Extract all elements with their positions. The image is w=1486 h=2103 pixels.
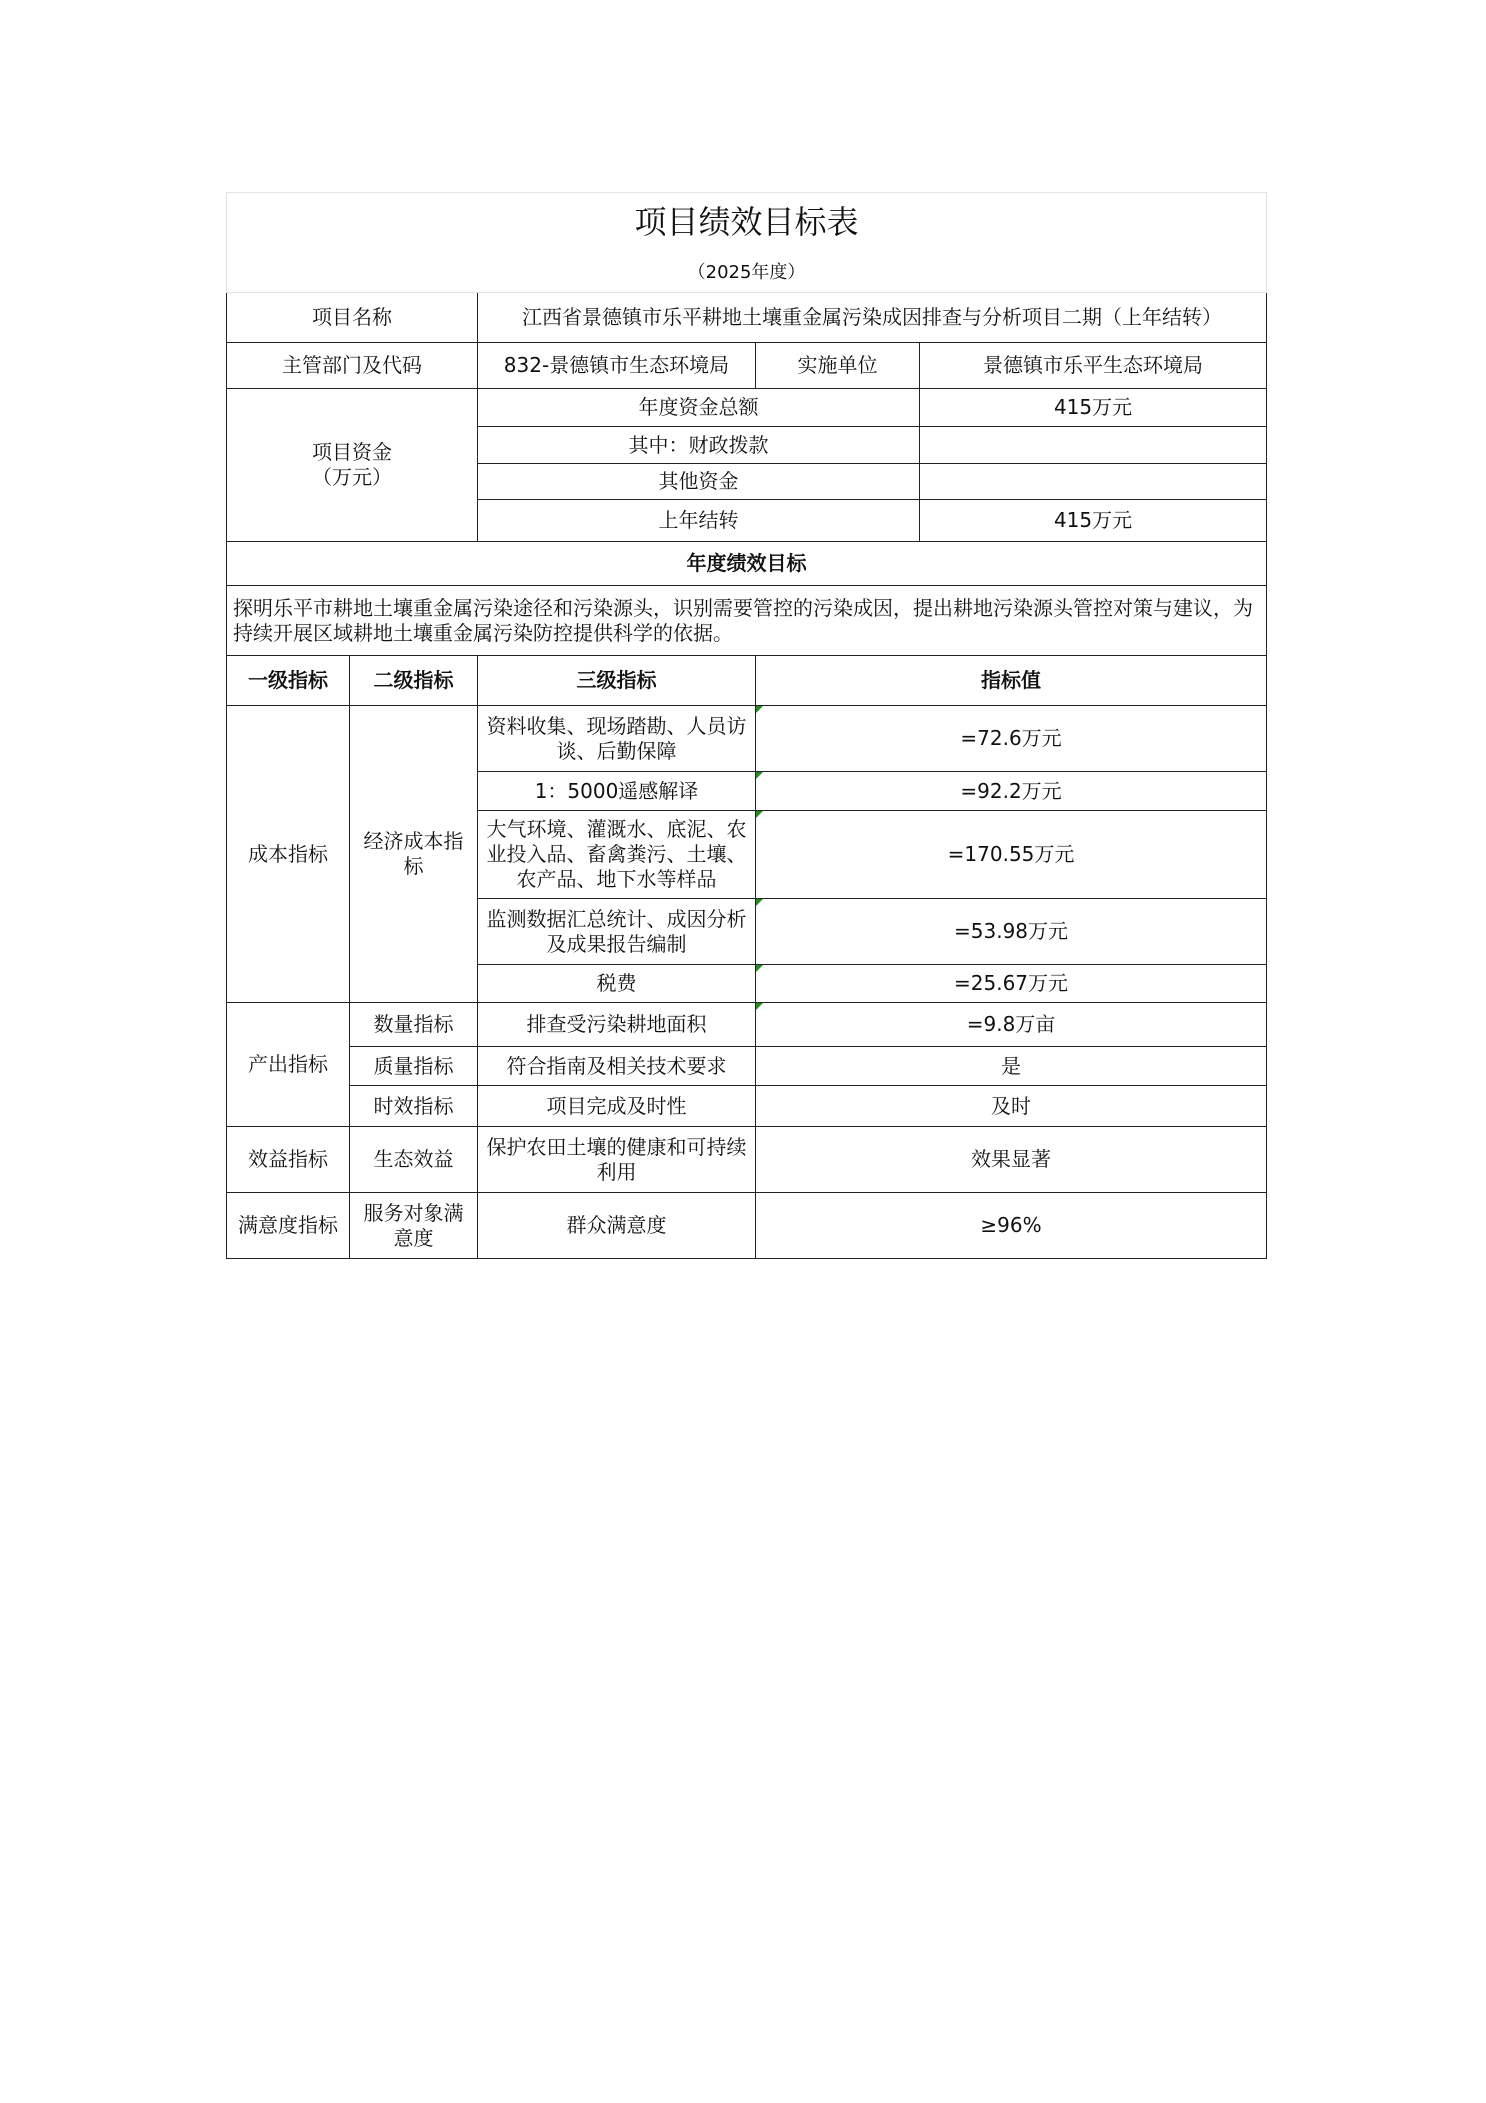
header-level1: 一级指标 <box>227 656 350 706</box>
output-item-name: 符合指南及相关技术要求 <box>478 1047 756 1086</box>
header-value: 指标值 <box>756 656 1267 706</box>
table-title: 项目绩效目标表 <box>227 193 1267 253</box>
annual-goal-heading: 年度绩效目标 <box>227 542 1267 586</box>
dept-label: 主管部门及代码 <box>227 343 478 389</box>
cost-item-name: 大气环境、灌溉水、底泥、农业投入品、畜禽粪污、土壤、农产品、地下水等样品 <box>478 811 756 899</box>
satisfaction-level2: 服务对象满意度 <box>350 1193 478 1259</box>
annual-goal-text: 探明乐平市耕地土壤重金属污染途径和污染源头，识别需要管控的污染成因，提出耕地污染源头管控对策与建议，为持续开展区域耕地土壤重金属污染防控提供科学的依据。 <box>227 586 1267 656</box>
benefit-level1: 效益指标 <box>227 1127 350 1193</box>
cost-item-name: 监测数据汇总统计、成因分析及成果报告编制 <box>478 899 756 965</box>
cost-item-name: 资料收集、现场踏勘、人员访谈、后勤保障 <box>478 706 756 772</box>
cost-item-value: =25.67万元 <box>756 965 1267 1003</box>
cost-item-value: =92.2万元 <box>756 772 1267 811</box>
funds-carryover-value: 415万元 <box>920 500 1267 542</box>
dept-value: 832-景德镇市生态环境局 <box>478 343 756 389</box>
output-item-value: =9.8万亩 <box>756 1003 1267 1047</box>
funds-total-value: 415万元 <box>920 389 1267 427</box>
benefit-level2: 生态效益 <box>350 1127 478 1193</box>
cost-item-value: =72.6万元 <box>756 706 1267 772</box>
cost-level2: 经济成本指标 <box>350 706 478 1003</box>
performance-target-sheet <box>226 192 1266 1259</box>
output-level2: 时效指标 <box>350 1086 478 1127</box>
funds-total-label: 年度资金总额 <box>478 389 920 427</box>
funds-other-value <box>920 464 1267 500</box>
header-level3: 三级指标 <box>478 656 756 706</box>
output-item-value: 是 <box>756 1047 1267 1086</box>
funds-other-label: 其他资金 <box>478 464 920 500</box>
impl-label: 实施单位 <box>756 343 920 389</box>
performance-target-table <box>226 192 1267 1259</box>
project-name-label: 项目名称 <box>227 293 478 343</box>
output-item-value: 及时 <box>756 1086 1267 1127</box>
output-level2: 质量指标 <box>350 1047 478 1086</box>
funds-label: 项目资金 （万元） <box>227 389 478 542</box>
cost-item-value: =53.98万元 <box>756 899 1267 965</box>
benefit-item-name: 保护农田土壤的健康和可持续利用 <box>478 1127 756 1193</box>
funds-fiscal-value <box>920 427 1267 464</box>
output-level2: 数量指标 <box>350 1003 478 1047</box>
benefit-item-value: 效果显著 <box>756 1127 1267 1193</box>
table-year: （2025年度） <box>227 252 1267 293</box>
impl-value: 景德镇市乐平生态环境局 <box>920 343 1267 389</box>
cost-item-value: =170.55万元 <box>756 811 1267 899</box>
output-item-name: 排查受污染耕地面积 <box>478 1003 756 1047</box>
cost-level1: 成本指标 <box>227 706 350 1003</box>
output-level1: 产出指标 <box>227 1003 350 1127</box>
project-name-value: 江西省景德镇市乐平耕地土壤重金属污染成因排查与分析项目二期（上年结转） <box>478 293 1267 343</box>
header-level2: 二级指标 <box>350 656 478 706</box>
funds-carryover-label: 上年结转 <box>478 500 920 542</box>
cost-item-name: 税费 <box>478 965 756 1003</box>
satisfaction-item-name: 群众满意度 <box>478 1193 756 1259</box>
satisfaction-item-value: ≥96% <box>756 1193 1267 1259</box>
output-item-name: 项目完成及时性 <box>478 1086 756 1127</box>
funds-fiscal-label: 其中：财政拨款 <box>478 427 920 464</box>
satisfaction-level1: 满意度指标 <box>227 1193 350 1259</box>
cost-item-name: 1：5000遥感解译 <box>478 772 756 811</box>
